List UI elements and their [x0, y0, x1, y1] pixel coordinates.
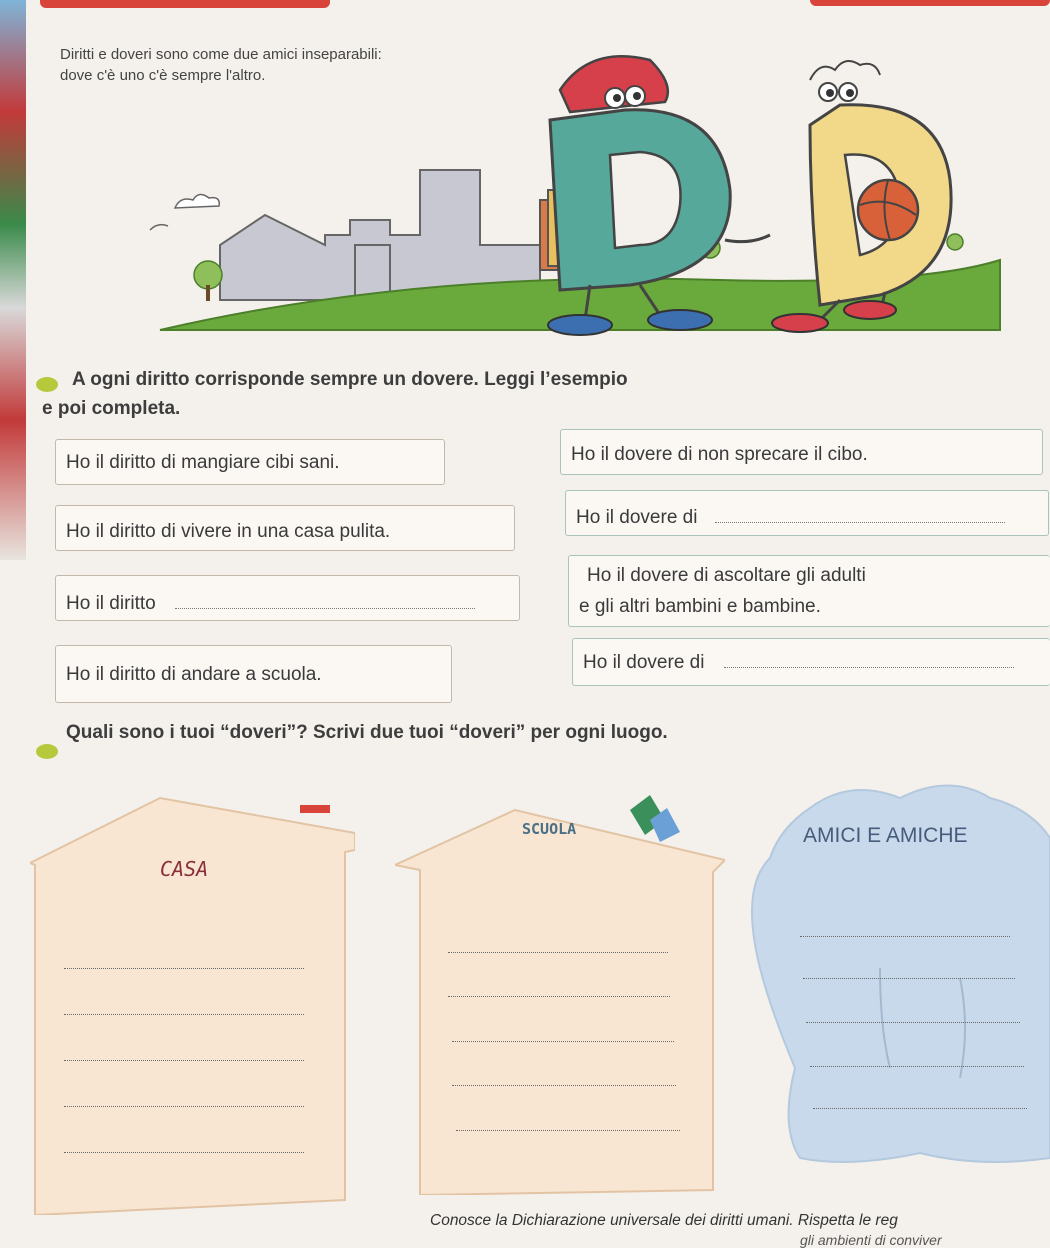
right-box-1-text: Ho il diritto di mangiare cibi sani. [66, 452, 340, 473]
scuola-line-4[interactable] [452, 1085, 676, 1086]
right-box-4 [55, 645, 452, 703]
intro-line-1: Diritti e doveri sono come due amici inseparabili: [60, 46, 382, 63]
casa-line-3[interactable] [64, 1060, 304, 1061]
casa-label: CASA [160, 857, 209, 881]
bullet-dot-1 [36, 377, 58, 392]
amici-line-5[interactable] [813, 1108, 1027, 1109]
right-box-3-text: Ho il diritto [66, 593, 156, 614]
duty-box-2 [565, 490, 1049, 536]
page-header-bar [40, 0, 1050, 16]
duty-box-1 [560, 429, 1043, 475]
exercise-1-instruction-line-1: A ogni diritto corrisponde sempre un dovere. Leggi l’esempio [72, 369, 628, 390]
duty-box-2-text: Ho il dovere di [576, 507, 698, 528]
diritti-doveri-illustration [120, 30, 1050, 340]
casa-line-1[interactable] [64, 968, 304, 969]
duty-box-2-write-line[interactable] [715, 508, 1005, 523]
duty-box-1-text: Ho il dovere di non sprecare il cibo. [571, 444, 868, 465]
casa-line-2[interactable] [64, 1014, 304, 1015]
bullet-dot-2 [36, 744, 58, 759]
duty-box-3-line-2: e gli altri bambini e bambine. [579, 596, 821, 617]
footer-line-2: gli ambienti di conviver [800, 1232, 942, 1248]
duty-box-3-line-1: Ho il dovere di ascoltare gli adulti [587, 565, 866, 586]
right-box-3 [55, 575, 520, 621]
scuola-line-3[interactable] [452, 1041, 674, 1042]
scuola-line-5[interactable] [456, 1130, 680, 1131]
exercise-2-instruction: Quali sono i tuoi “doveri”? Scrivi due tuoi “doveri” per ogni luogo. [66, 722, 668, 743]
amici-line-4[interactable] [810, 1066, 1024, 1067]
right-box-1 [55, 439, 445, 485]
casa-line-4[interactable] [64, 1106, 304, 1107]
scuola-school-shape [395, 790, 725, 1195]
amici-line-2[interactable] [803, 978, 1015, 979]
duty-box-4-text: Ho il dovere di [583, 652, 705, 673]
scuola-label: SCUOLA [522, 820, 577, 838]
duty-box-3 [568, 555, 1050, 627]
duty-box-4 [572, 638, 1050, 686]
right-box-4-text: Ho il diritto di andare a scuola. [66, 664, 322, 685]
exercise-1-instruction-line-2: e poi completa. [42, 398, 181, 419]
amici-line-3[interactable] [806, 1022, 1020, 1023]
intro-line-2: dove c'è uno c'è sempre l'altro. [60, 67, 266, 84]
casa-line-5[interactable] [64, 1152, 304, 1153]
right-box-2-text: Ho il diritto di vivere in una casa pulita. [66, 521, 391, 542]
amici-line-1[interactable] [800, 936, 1010, 937]
footer-line-1: Conosce la Dichiarazione universale dei diritti umani. Rispetta le reg [430, 1212, 898, 1229]
right-box-2 [55, 505, 515, 551]
right-box-3-write-line[interactable] [175, 594, 475, 609]
book-spine-edge [0, 0, 26, 560]
scuola-line-1[interactable] [448, 952, 668, 953]
amici-label: AMICI E AMICHE [803, 824, 968, 847]
duty-box-4-write-line[interactable] [724, 653, 1014, 668]
exercise-1-instruction [42, 365, 628, 423]
scuola-line-2[interactable] [448, 996, 670, 997]
